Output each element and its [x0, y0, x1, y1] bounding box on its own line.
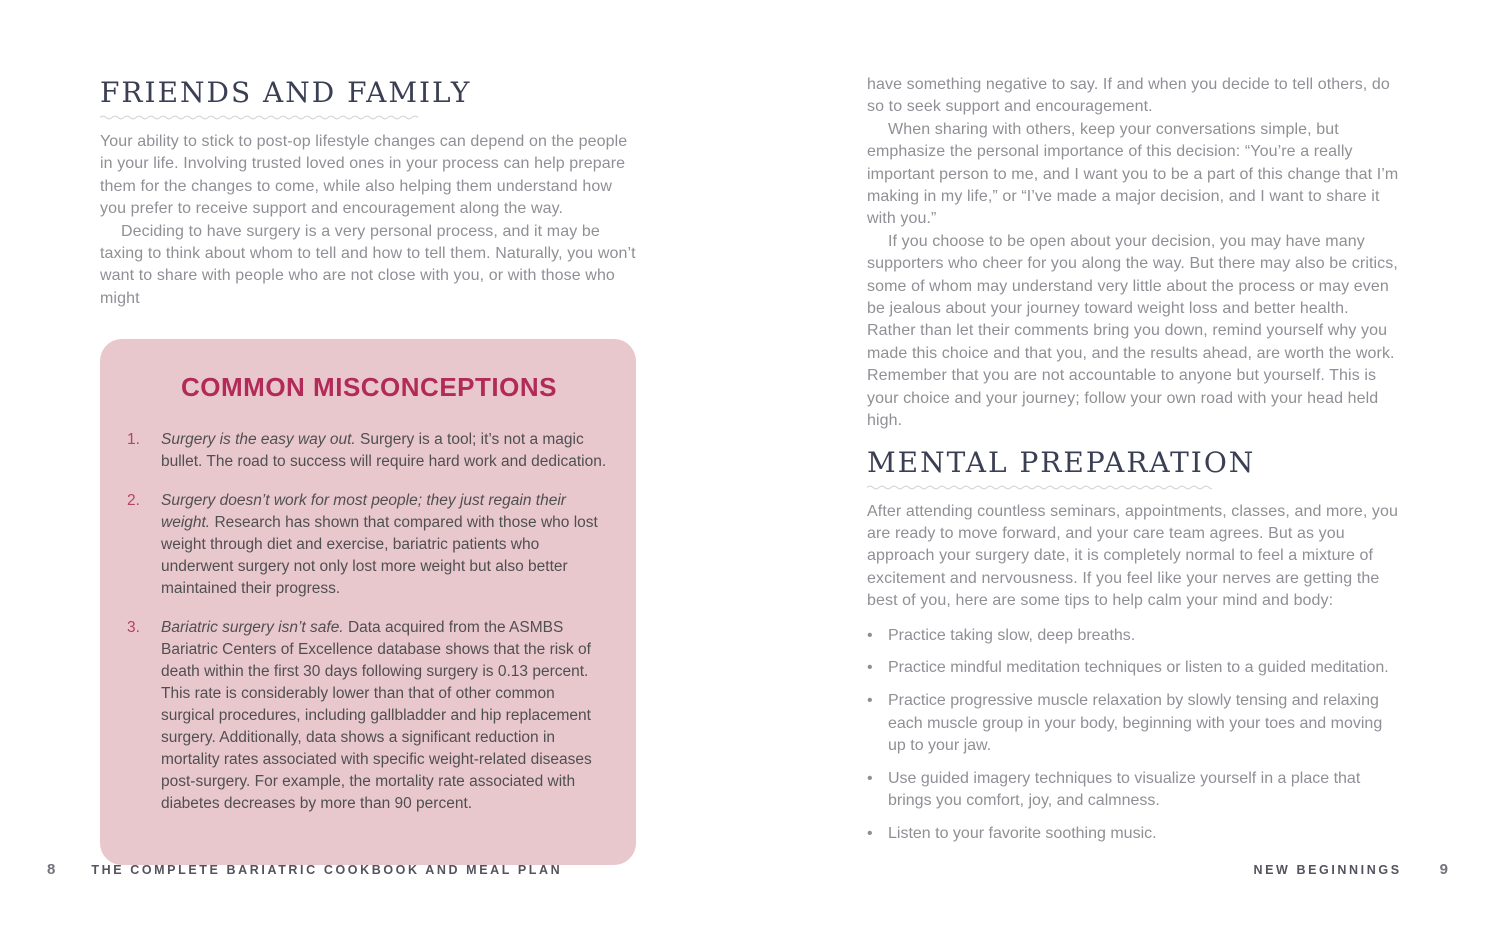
paragraph: If you choose to be open about your decision, you may have many supporters who cheer for you along the way. But there may also be critics, some of whom may understand very little about the process or may even be jealous about your journey toward weight loss and better health. Rather than let their comments bring you down, remind yourself why you made this choice and that you, and the results ahead, are worth the work. Remember that you are not accountable to anyone but yourself. This is your choice and your journey; follow your own road with your head held high.	[867, 232, 1398, 430]
page-right	[867, 74, 1401, 856]
paragraph: Deciding to have surgery is a very personal process, and it may be taxing to think about whom to tell and how to tell them. Naturally, you won’t want to share with people who are not close with you, or with those who might	[100, 222, 636, 307]
page-number: 9	[1439, 861, 1448, 878]
bullet-text: Listen to your favorite soothing music.	[888, 825, 1157, 843]
bullet-item	[867, 823, 1401, 845]
callout-common-misconceptions	[100, 339, 636, 865]
callout-item-number: 1.	[127, 431, 140, 449]
bullet-marker: •	[867, 825, 873, 843]
callout-title: COMMON MISCONCEPTIONS	[181, 372, 557, 403]
bullet-item	[867, 690, 1401, 757]
footer-left	[47, 861, 562, 878]
bullet-text: Use guided imagery techniques to visualize yourself in a place that brings you comfort, joy, and calmness.	[888, 770, 1361, 810]
bullet-item	[867, 768, 1401, 813]
bullet-item	[867, 657, 1401, 679]
section-heading-friends-and-family: FRIENDS AND FAMILY	[100, 76, 472, 109]
callout-list	[127, 429, 611, 815]
wavy-underline	[867, 484, 1212, 491]
bullet-marker: •	[867, 626, 873, 644]
page-number: 8	[47, 861, 56, 878]
callout-item-number: 2.	[127, 492, 140, 510]
wavy-underline	[100, 114, 418, 121]
paragraph: have something negative to say. If and when you decide to tell others, do so to seek support and encouragement.	[867, 76, 1390, 116]
callout-item-text: Surgery doesn’t work for most people; they just regain their weight. Research has shown that compared with those who lost weight through diet and exercise, bariatric patients who underwent surgery not only lost more weight but also better maintained their progress.	[161, 492, 598, 598]
bullet-text: Practice mindful meditation techniques or listen to a guided meditation.	[888, 659, 1389, 677]
bullet-text: Practice taking slow, deep breaths.	[888, 626, 1136, 644]
bullet-marker: •	[867, 770, 873, 788]
running-title: NEW BEGINNINGS	[1253, 863, 1402, 877]
bullet-text: Practice progressive muscle relaxation by slowly tensing and relaxing each muscle group in your body, beginning with your toes and moving up to your jaw.	[888, 692, 1383, 755]
paragraph: When sharing with others, keep your conversations simple, but emphasize the personal importance of this decision: “You’re a really important person to me, and I want you to be a part of this change that I’m making in my life,” or “I’ve made a major decision, and I want to share it with you.”	[867, 120, 1399, 228]
paragraph: After attending countless seminars, appointments, classes, and more, you are ready to move forward, and your care team agrees. But as you approach your surgery date, it is completely normal to feel a mixture of excitement and nervousness. If you feel like your nerves are getting the best of you, here are some tips to help calm your mind and body:	[867, 502, 1399, 610]
callout-item-text: Surgery is the easy way out. Surgery is a tool; it’s not a magic bullet. The road to success will require hard work and dedication.	[161, 431, 607, 471]
running-title: THE COMPLETE BARIATRIC COOKBOOK AND MEAL PLAN	[91, 863, 563, 877]
footer-right	[1253, 861, 1448, 878]
callout-item	[127, 429, 611, 473]
callout-item-number: 3.	[127, 619, 140, 637]
section-heading-mental-preparation: MENTAL PREPARATION	[867, 445, 1256, 479]
page-left	[100, 76, 636, 865]
callout-item	[127, 617, 611, 815]
callout-item	[127, 490, 611, 600]
tips-bullet-list	[867, 625, 1401, 846]
callout-item-text: Bariatric surgery isn’t safe. Data acquired from the ASMBS Bariatric Centers of Excellence database shows that the risk of death within the first 30 days following surgery is 0.13 percent. This rate is considerably lower than that of other common surgical procedures, including gallbladder and hip replacement surgery. Additionally, data shows a significant reduction in mortality rates associated with specific weight-related diseases post-surgery. For example, the mortality rate associated with diabetes decreases by more than 90 percent.	[161, 619, 592, 813]
paragraph: Your ability to stick to post-op lifestyle changes can depend on the people in your life. Involving trusted loved ones in your process can help prepare them for the changes to come, while also helping them understand how you prefer to receive support and encouragement along the way.	[100, 133, 628, 218]
bullet-item	[867, 625, 1401, 647]
bullet-marker: •	[867, 692, 873, 710]
bullet-marker: •	[867, 659, 873, 677]
section-mental-preparation	[867, 446, 1401, 846]
